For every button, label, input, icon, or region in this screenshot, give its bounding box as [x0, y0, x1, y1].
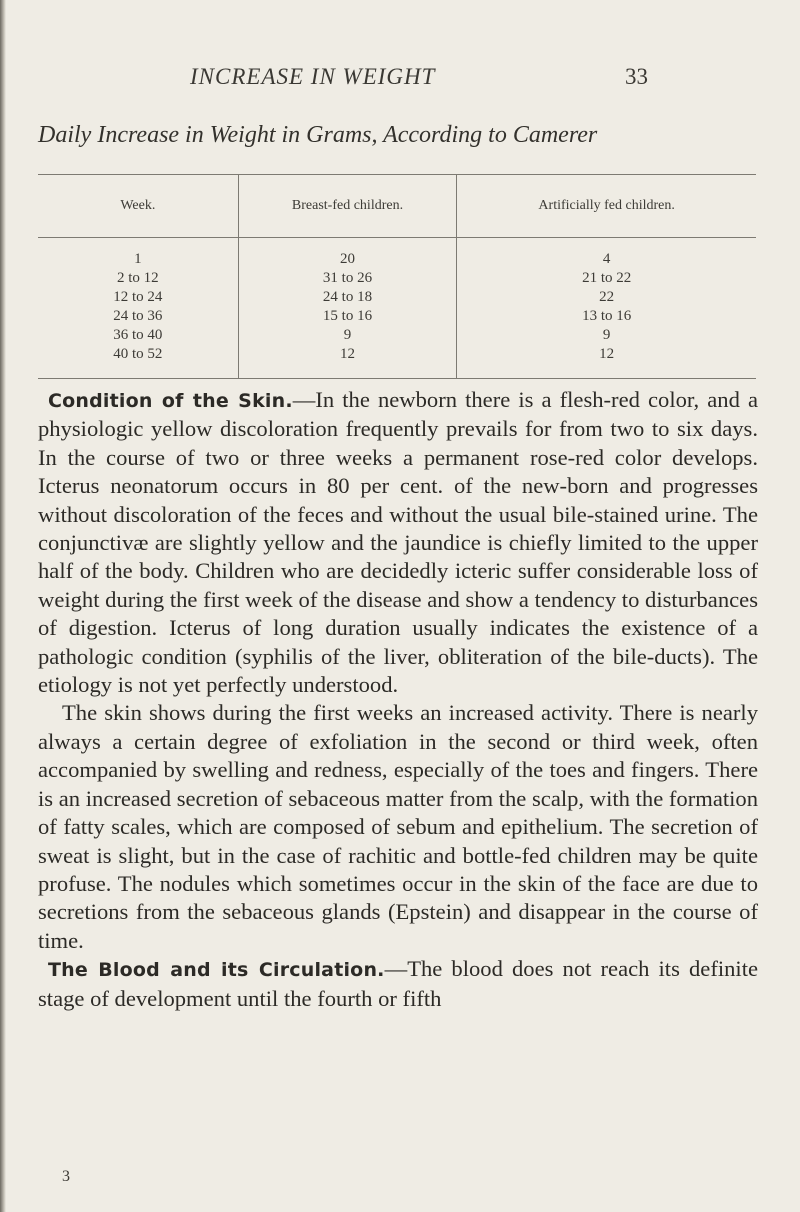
cell-week: 24 to 36	[38, 307, 238, 326]
section-heading-skin: Condition of the Skin.	[48, 390, 293, 412]
weight-table-container	[38, 174, 756, 379]
cell-breast-fed: 20	[238, 238, 457, 270]
cell-breast-fed: 12	[238, 345, 457, 379]
cell-week: 12 to 24	[38, 288, 238, 307]
table-row	[38, 307, 756, 326]
paragraph-skin-2	[38, 699, 758, 955]
cell-breast-fed: 24 to 18	[238, 288, 457, 307]
cell-artificially-fed: 4	[602, 251, 611, 267]
section-heading-blood: The Blood and its Circulation.	[48, 959, 385, 982]
cell-artificially-fed: 21 to 22	[582, 270, 632, 286]
table-row	[38, 326, 756, 345]
cell-breast-fed: 9	[238, 326, 457, 345]
running-header-title: INCREASE IN WEIGHT	[190, 64, 436, 89]
table-row	[38, 345, 756, 379]
paragraph-text: —The blood does not reach its definite stage of development until the fourth or fifth	[38, 956, 758, 1011]
cell-week: 40 to 52	[38, 345, 238, 379]
paragraph-text: —In the newborn there is a flesh-red color, and a physiologic yellow discoloration frequently prevails for from two to six days. In the course of two or three weeks a permanent rose-red color develops. Icterus neonatorum occurs in 80 per cent. of the new-born and progresses without discoloration of the feces and without the usual bile-stained urine. The conjunctivæ are slightly yellow and the jaundice is chiefly limited to the upper half of the body. Children who are decidedly icteric suffer considerable loss of weight during the first week of the disease and show a tendency to disturbances of digestion. Icterus of long duration usually indicates the existence of a pathologic condition (syphilis of the liver, obliteration of the bile-ducts). The etiology is not yet perfectly understood.	[38, 387, 758, 698]
cell-artificially-fed: 12	[599, 346, 615, 362]
column-header-week: Week.	[38, 175, 238, 238]
cell-breast-fed: 15 to 16	[238, 307, 457, 326]
paragraph-text: The skin shows during the first weeks an increased activity. There is nearly always a certain degree of exfoliation in the second or third week, often accompanied by swelling and redness, especially of the toes and fingers. There is an increased secretion of sebaceous matter from the scalp, with the formation of fatty scales, which are composed of sebum and epithelium. The secretion of sweat is slight, but in the case of rachitic and bottle-fed children may be quite profuse. The nodules which sometimes occur in the skin of the face are due to secretions from the sebaceous glands (Epstein) and disappear in the course of time.	[38, 700, 758, 953]
paragraph-skin-1	[38, 386, 758, 699]
cell-artificially-fed: 13 to 16	[582, 308, 632, 324]
cell-week: 2 to 12	[38, 269, 238, 288]
table-title: Daily Increase in Weight in Grams, According to Camerer	[38, 122, 598, 148]
signature-mark: 3	[62, 1168, 70, 1185]
column-header-breast-fed: Breast-fed children.	[238, 175, 457, 238]
body-text	[38, 386, 758, 1013]
paragraph-blood-1	[38, 955, 758, 1013]
weight-table	[38, 174, 756, 379]
cell-breast-fed: 31 to 26	[238, 269, 457, 288]
cell-artificially-fed: 22	[599, 289, 615, 305]
table-header-row	[38, 175, 756, 238]
table-row	[38, 238, 756, 270]
cell-artificially-fed: 9	[602, 327, 611, 343]
cell-week: 36 to 40	[38, 326, 238, 345]
page-binding-edge	[0, 0, 6, 1212]
cell-week: 1	[38, 238, 238, 270]
page-number: 33	[625, 64, 648, 89]
column-header-artificially-fed: Artificially fed children.	[538, 198, 675, 213]
table-row	[38, 288, 756, 307]
table-row	[38, 269, 756, 288]
